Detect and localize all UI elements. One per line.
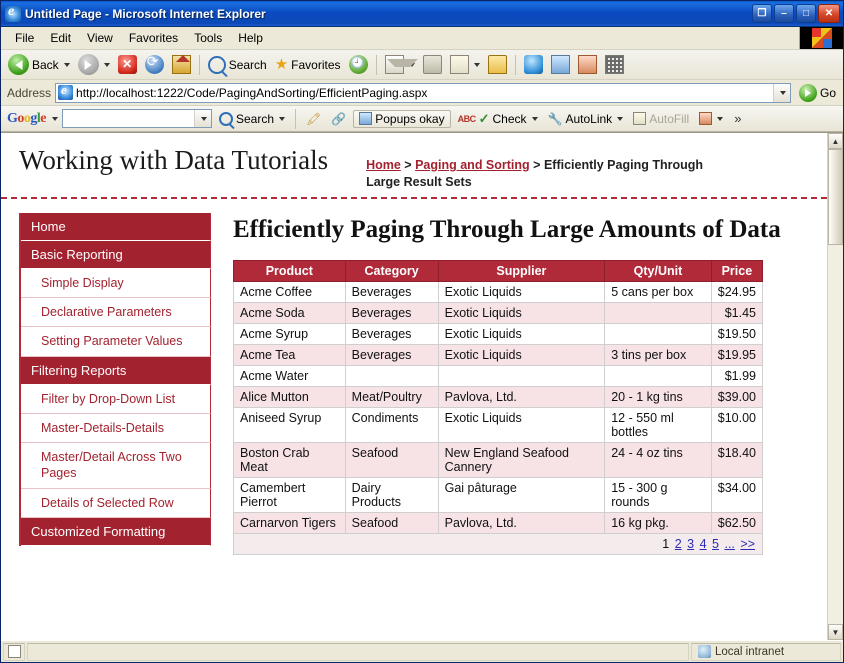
- google-search-label: Search: [236, 111, 275, 126]
- mail-icon: [385, 55, 404, 74]
- cell-product: Boston Crab Meat: [234, 443, 346, 478]
- breadcrumb-link-section[interactable]: Paging and Sorting: [415, 158, 530, 172]
- search-icon: [219, 112, 233, 126]
- go-label: Go: [819, 85, 836, 100]
- cell-price: $34.00: [711, 478, 762, 513]
- cell-price: $1.45: [711, 303, 762, 324]
- autolink-icon: 🔧: [547, 111, 563, 126]
- pager-link-4[interactable]: 4: [699, 537, 707, 552]
- breadcrumb-separator: >: [404, 158, 412, 172]
- google-menu-chevron-icon[interactable]: [52, 117, 58, 121]
- breadcrumb-separator: >: [533, 158, 541, 172]
- cell-product: Acme Water: [234, 366, 346, 387]
- pager-link-ellipsis[interactable]: ...: [724, 537, 735, 552]
- cell-price: $39.00: [711, 387, 762, 408]
- sidebar-item-simple-display[interactable]: Simple Display: [21, 269, 211, 298]
- sidebar-item-filter-by-drop-down-list[interactable]: Filter by Drop-Down List: [21, 385, 211, 414]
- window-title: Untitled Page - Microsoft Internet Explorer: [25, 6, 266, 21]
- link-button[interactable]: [328, 111, 349, 127]
- back-label: Back: [32, 57, 59, 72]
- stop-button[interactable]: [115, 53, 140, 76]
- cell-product: Aniseed Syrup: [234, 408, 346, 443]
- maximize-button[interactable]: □: [796, 4, 816, 23]
- cell-product: Acme Soda: [234, 303, 346, 324]
- address-label: Address: [7, 85, 52, 100]
- menu-item-favorites[interactable]: Favorites: [128, 31, 179, 45]
- spellcheck-button[interactable]: [455, 110, 541, 128]
- cell-price: $24.95: [711, 282, 762, 303]
- table-row: [234, 324, 763, 345]
- cell-supplier: Exotic Liquids: [438, 324, 605, 345]
- cell-qty-unit: 3 tins per box: [605, 345, 712, 366]
- table-row: [234, 366, 763, 387]
- cell-supplier: [438, 366, 605, 387]
- cell-product: Acme Syrup: [234, 324, 346, 345]
- pager-link-5[interactable]: 5: [712, 537, 719, 552]
- cell-category: [345, 366, 438, 387]
- autofill-label: AutoFill: [649, 111, 690, 126]
- messenger-button[interactable]: [521, 53, 546, 76]
- autolink-button[interactable]: [545, 111, 627, 127]
- sidebar-item-basic-reporting[interactable]: Basic Reporting: [21, 241, 211, 269]
- highlight-button[interactable]: [303, 111, 324, 127]
- scrollbar-track[interactable]: [828, 149, 843, 624]
- refresh-button[interactable]: [142, 53, 167, 76]
- cell-category: Beverages: [345, 303, 438, 324]
- menu-item-help[interactable]: Help: [238, 31, 263, 45]
- cell-category: Beverages: [345, 282, 438, 303]
- autofill-icon: [633, 112, 646, 125]
- star-icon: ★: [274, 56, 289, 73]
- options-icon: [699, 112, 712, 125]
- cell-category: Seafood: [345, 443, 438, 478]
- pager-row: [234, 534, 763, 555]
- browser-toolbar: [1, 50, 843, 80]
- table-row: [234, 303, 763, 324]
- pager-link-next[interactable]: >>: [740, 537, 755, 552]
- link-icon: 🔗: [331, 111, 347, 126]
- site-header: [1, 133, 827, 199]
- cell-qty-unit: [605, 366, 712, 387]
- menu-item-edit[interactable]: Edit: [50, 31, 72, 45]
- cell-qty-unit: 16 kg pkg.: [605, 513, 712, 534]
- search-label: Search: [228, 57, 267, 72]
- cell-qty-unit: 24 - 4 oz tins: [605, 443, 712, 478]
- cell-qty-unit: [605, 324, 712, 345]
- cell-qty-unit: [605, 303, 712, 324]
- menu-item-tools[interactable]: Tools: [194, 31, 223, 45]
- history-button[interactable]: [346, 53, 371, 76]
- menu-item-view[interactable]: View: [87, 31, 113, 45]
- table-row: [234, 282, 763, 303]
- sidebar-item-filtering-reports[interactable]: Filtering Reports: [21, 357, 211, 385]
- cell-supplier: New England Seafood Cannery: [438, 443, 605, 478]
- page-title: Working with Data Tutorials: [19, 145, 329, 175]
- cell-category: Seafood: [345, 513, 438, 534]
- history-icon: [349, 55, 368, 74]
- cell-product: Alice Mutton: [234, 387, 346, 408]
- sidebar-item-declarative-parameters[interactable]: Declarative Parameters: [21, 298, 211, 327]
- column-header-supplier[interactable]: Supplier: [438, 261, 605, 282]
- popup-blocker-label: Popups okay: [375, 111, 445, 126]
- cell-product: Camembert Pierrot: [234, 478, 346, 513]
- cell-category: Meat/Poultry: [345, 387, 438, 408]
- sidebar-item-home[interactable]: Home: [21, 213, 211, 241]
- windows-logo-icon: [812, 28, 832, 48]
- column-header-product[interactable]: Product: [234, 261, 346, 282]
- pager-link-3[interactable]: 3: [687, 537, 695, 552]
- title-bar: [1, 1, 843, 27]
- chevron-down-icon[interactable]: [64, 63, 70, 67]
- products-grid: [233, 260, 763, 555]
- stop-icon: ✕: [118, 55, 137, 74]
- extra-tool-2[interactable]: [575, 53, 600, 76]
- logo-letter: e: [40, 110, 46, 126]
- cell-price: $19.50: [711, 324, 762, 345]
- breadcrumb-link-home[interactable]: Home: [366, 158, 401, 172]
- edit-page-icon: [450, 55, 469, 74]
- sidebar-item-master-detail-across-two-pages[interactable]: Master/Detail Across Two Pages: [21, 443, 211, 489]
- back-arrow-icon: [8, 54, 29, 75]
- cell-price: $62.50: [711, 513, 762, 534]
- table-row: [234, 345, 763, 366]
- messenger-icon: [524, 55, 543, 74]
- folder-button[interactable]: [485, 53, 510, 76]
- forward-button[interactable]: [75, 52, 113, 77]
- sidebar-item-setting-parameter-values[interactable]: Setting Parameter Values: [21, 327, 211, 356]
- document-icon: [8, 645, 21, 658]
- search-icon: [208, 56, 226, 74]
- intranet-zone-icon: [698, 645, 711, 658]
- cell-qty-unit: 5 cans per box: [605, 282, 712, 303]
- address-dropdown-button[interactable]: [773, 84, 790, 102]
- home-icon: [172, 55, 191, 74]
- cell-supplier: Exotic Liquids: [438, 282, 605, 303]
- edit-button[interactable]: [447, 53, 483, 76]
- extra-tool-1[interactable]: [548, 53, 573, 76]
- status-bar: [1, 640, 843, 662]
- menu-bar: [1, 27, 843, 50]
- window-icon: [551, 55, 570, 74]
- scroll-down-button[interactable]: ▼: [828, 624, 843, 640]
- folder-icon: [488, 55, 507, 74]
- status-message: [27, 643, 689, 661]
- cell-product: Carnarvon Tigers: [234, 513, 346, 534]
- cell-price: $1.99: [711, 366, 762, 387]
- popup-blocker-button[interactable]: [353, 110, 450, 128]
- cell-price: $10.00: [711, 408, 762, 443]
- toolbar-divider: [199, 55, 200, 75]
- web-page: [1, 133, 827, 640]
- menu-item-file[interactable]: File: [15, 31, 35, 45]
- toolbar-divider: [515, 55, 516, 75]
- page-viewport: [1, 132, 843, 640]
- pager-link-2[interactable]: 2: [674, 537, 682, 552]
- content-heading: Efficiently Paging Through Large Amounts of Data: [233, 215, 781, 243]
- table-row: [234, 478, 763, 513]
- scroll-up-button[interactable]: ▲: [828, 133, 843, 149]
- mail-button[interactable]: [382, 53, 418, 76]
- column-header-category[interactable]: Category: [345, 261, 438, 282]
- autofill-button[interactable]: [630, 111, 692, 127]
- abc-spellcheck-icon: ABC: [457, 113, 476, 124]
- pager: [234, 534, 763, 555]
- pager-current-page: 1: [662, 537, 670, 552]
- address-input[interactable]: [55, 83, 791, 103]
- page-tools-icon: [578, 55, 597, 74]
- cell-supplier: Exotic Liquids: [438, 303, 605, 324]
- status-zone-label: Local intranet: [715, 645, 785, 658]
- google-search-input[interactable]: [62, 109, 212, 128]
- logo-letter: o: [23, 110, 31, 126]
- cell-category: Beverages: [345, 324, 438, 345]
- close-button[interactable]: ✕: [818, 4, 840, 23]
- grid-icon: [605, 55, 624, 74]
- cell-qty-unit: 20 - 1 kg tins: [605, 387, 712, 408]
- sidebar-item-master-details-details[interactable]: Master-Details-Details: [21, 414, 211, 443]
- page-vertical-scrollbar[interactable]: [827, 133, 843, 640]
- status-zone[interactable]: [691, 643, 841, 661]
- address-url-text: http://localhost:1222/Code/PagingAndSorting/EfficientPaging.aspx: [76, 85, 428, 100]
- chevron-down-icon[interactable]: [717, 117, 723, 121]
- sidebar-nav: [19, 213, 211, 546]
- spellcheck-label: Check: [492, 111, 527, 126]
- popup-blocker-icon: [359, 112, 372, 125]
- autolink-label: AutoLink: [565, 111, 613, 126]
- cell-supplier: Exotic Liquids: [438, 408, 605, 443]
- address-bar: [1, 80, 843, 106]
- extra-tool-3[interactable]: [602, 53, 627, 76]
- cell-product: Acme Tea: [234, 345, 346, 366]
- cell-category: Condiments: [345, 408, 438, 443]
- sidebar-item-details-of-selected-row[interactable]: Details of Selected Row: [21, 489, 211, 518]
- cell-price: $19.95: [711, 345, 762, 366]
- table-header-row: [234, 261, 763, 282]
- chevron-down-icon[interactable]: [104, 63, 110, 67]
- go-button[interactable]: [795, 83, 840, 103]
- google-toolbar: [1, 106, 843, 132]
- breadcrumb-current: Efficiently Paging Through Large Result Sets: [366, 158, 703, 189]
- cell-supplier: Exotic Liquids: [438, 345, 605, 366]
- forward-arrow-icon: [78, 54, 99, 75]
- logo-letter: G: [7, 110, 18, 126]
- ie-page-icon: [5, 6, 21, 22]
- print-button[interactable]: [420, 53, 445, 76]
- google-search-button[interactable]: [216, 111, 288, 127]
- chevron-down-icon[interactable]: [279, 117, 285, 121]
- cell-qty-unit: 15 - 300 g rounds: [605, 478, 712, 513]
- toolbar-divider: [295, 109, 296, 129]
- printer-icon: [423, 55, 442, 74]
- column-header-price[interactable]: Price: [711, 261, 762, 282]
- check-icon: ✓: [478, 110, 490, 126]
- back-button[interactable]: [5, 52, 73, 77]
- page-favicon-icon: [58, 85, 73, 100]
- table-row: [234, 513, 763, 534]
- cell-supplier: Gai pâturage: [438, 478, 605, 513]
- cell-category: Beverages: [345, 345, 438, 366]
- google-logo: [7, 111, 46, 127]
- highlighter-icon: 🖍: [306, 111, 322, 126]
- brand-badge: [799, 27, 843, 49]
- logo-letter: l: [36, 110, 41, 126]
- window-controls: [752, 4, 840, 23]
- scrollbar-thumb[interactable]: [828, 149, 843, 245]
- table-row: [234, 408, 763, 443]
- main-content: [211, 199, 827, 566]
- google-toolbar-overflow-button[interactable]: »: [734, 111, 742, 126]
- chevron-down-icon[interactable]: [532, 117, 538, 121]
- google-options-button[interactable]: [696, 111, 726, 126]
- logo-letter: g: [30, 110, 37, 126]
- search-button[interactable]: [205, 54, 270, 76]
- breadcrumb: [366, 145, 706, 191]
- refresh-icon: [145, 55, 164, 74]
- cell-qty-unit: 12 - 550 ml bottles: [605, 408, 712, 443]
- cell-category: Dairy Products: [345, 478, 438, 513]
- minimize-button[interactable]: –: [774, 4, 794, 23]
- table-row: [234, 387, 763, 408]
- status-icon-cell: [3, 643, 25, 661]
- table-row: [234, 443, 763, 478]
- logo-letter: o: [17, 110, 24, 126]
- cell-product: Acme Coffee: [234, 282, 346, 303]
- favorites-label: Favorites: [291, 57, 341, 72]
- cell-price: $18.40: [711, 443, 762, 478]
- favorites-button[interactable]: [272, 55, 344, 74]
- home-button[interactable]: [169, 53, 194, 76]
- chevron-down-icon[interactable]: [617, 117, 623, 121]
- google-search-dropdown-button[interactable]: [194, 110, 211, 127]
- go-icon: [799, 84, 817, 102]
- restore-button[interactable]: ❐: [752, 4, 772, 23]
- cell-supplier: Pavlova, Ltd.: [438, 387, 605, 408]
- column-header-qty-unit[interactable]: Qty/Unit: [605, 261, 712, 282]
- sidebar-item-customized-formatting[interactable]: Customized Formatting: [21, 518, 211, 546]
- cell-supplier: Pavlova, Ltd.: [438, 513, 605, 534]
- chevron-down-icon[interactable]: [474, 63, 480, 67]
- toolbar-divider: [376, 55, 377, 75]
